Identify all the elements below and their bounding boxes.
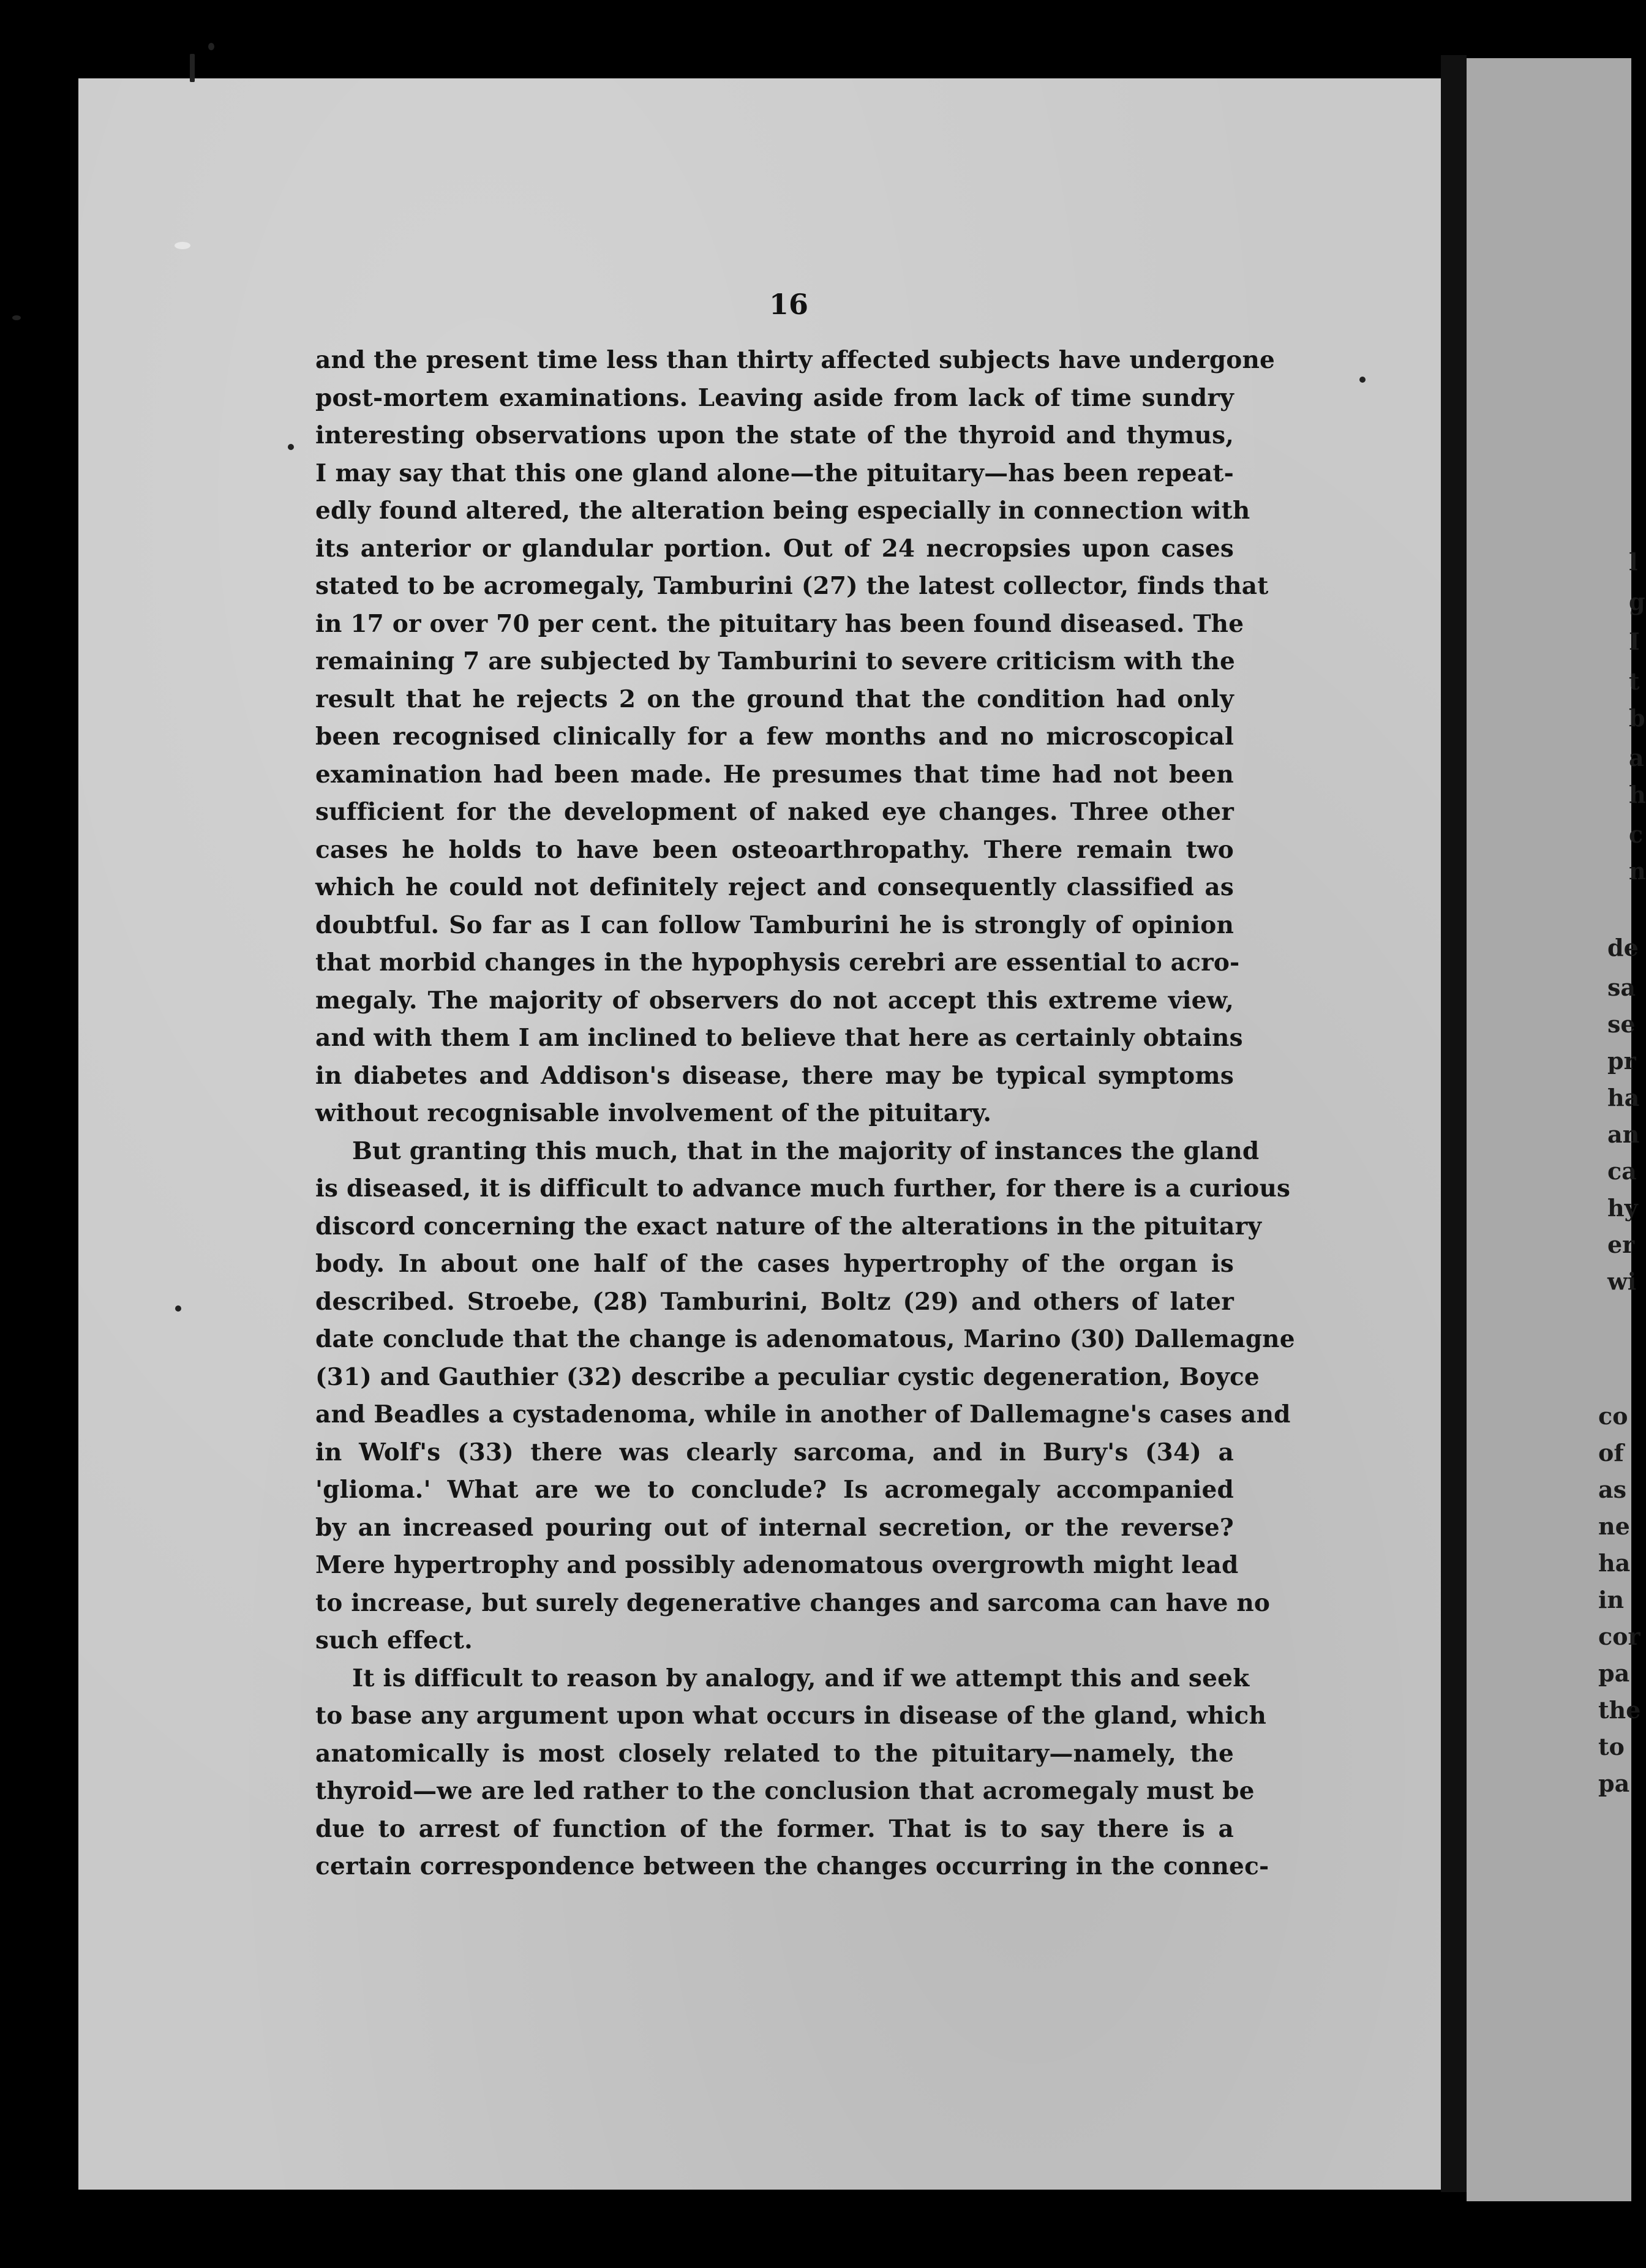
adjacent-page-fragment: a [1629,744,1644,772]
adjacent-page-fragment: pa [1598,1659,1630,1687]
text-line: to base any argument upon what occurs in disease of the gland, which [315,1702,1267,1730]
text-line: which he could not definitely reject and consequently classified as [315,873,1234,901]
text-line: in Wolf's (33) there was clearly sarcoma, and in Bury's (34) a [315,1438,1234,1466]
adjacent-page-fragment: c [1629,820,1644,848]
adjacent-page-fragment: I [1629,628,1640,655]
scan-artifact [12,315,21,320]
paragraph [315,1660,1269,1886]
adjacent-page-fragment: g [1629,588,1645,615]
text-line: without recognisable involvement of the pituitary. [315,1099,992,1127]
text-line: cases he holds to have been osteoarthropathy. There remain two [315,835,1234,864]
scan-artifact [190,54,195,82]
adjacent-page-fragment: to [1598,1733,1625,1760]
text-line: its anterior or glandular portion. Out of 24 necropsies upon cases [315,534,1234,563]
adjacent-page-fragment: cor [1598,1623,1640,1650]
text-line: sufficient for the development of naked eye changes. Three other [315,798,1234,826]
adjacent-page-fragment: ne [1598,1512,1630,1540]
adjacent-page-fragment: hy [1607,1194,1638,1222]
text-line: in diabetes and Addison's disease, there may be typical symptoms [315,1061,1234,1090]
text-line: thyroid—we are led rather to the conclusion that acromegaly must be [315,1777,1255,1805]
text-line: Mere hypertrophy and possibly adenomatous overgrowth might lead [315,1551,1239,1579]
text-line: stated to be acromegaly, Tamburini (27) the latest collector, finds that [315,572,1269,600]
adjacent-page-fragment: ha [1607,1084,1640,1111]
text-line: been recognised clinically for a few months and no microscopical [315,723,1234,751]
paragraph [315,342,1276,1133]
text-line: such effect. [315,1626,473,1654]
text-line: I may say that this one gland alone—the pituitary—has been repeat- [315,459,1234,487]
text-line: But granting this much, that in the majority of instances the gland [352,1136,1260,1165]
scan-artifact [208,43,214,50]
text-line: discord concerning the exact nature of the alterations in the pituitary [315,1212,1262,1241]
scan-artifact [175,242,190,249]
scan-artifact [175,1305,181,1312]
adjacent-page-fragment: t [1629,667,1640,695]
adjacent-page-fragment: b [1629,704,1645,732]
text-line: (31) and Gauthier (32) describe a peculiar cystic degeneration, Boyce [315,1362,1260,1391]
page-number: 16 [769,288,808,321]
paragraph [315,1133,1295,1660]
text-line: megaly. The majority of observers do not accept this extreme view, [315,986,1234,1015]
book-gutter [1441,55,1467,2192]
adjacent-page-fragment: pa [1598,1770,1630,1797]
text-line: body. In about one half of the cases hypertrophy of the organ is [315,1250,1234,1278]
adjacent-page-fragment: se [1607,1010,1636,1038]
text-line: certain correspondence between the changes occurring in the connec- [315,1852,1269,1880]
adjacent-page-fragment: er [1607,1231,1635,1258]
body-text [315,342,1295,1886]
adjacent-page-fragment: ca [1607,1157,1637,1185]
text-line: doubtful. So far as I can follow Tamburini he is strongly of opinion [315,911,1234,939]
text-line: in 17 or over 70 per cent. the pituitary has been found diseased. The [315,609,1244,638]
text-line: and with them I am inclined to believe that here as certainly obtains [315,1024,1243,1052]
adjacent-page-fragment: n [1629,857,1646,885]
text-line: examination had been made. He presumes that time had not been [315,760,1234,789]
adjacent-page-fragment: an [1607,1121,1640,1148]
text-line: result that he rejects 2 on the ground that the condition had only [315,685,1234,713]
adjacent-page-fragment: pr [1607,1047,1636,1075]
text-line: is diseased, it is difficult to advance much further, for there is a curious [315,1174,1291,1203]
text-line: that morbid changes in the hypophysis cerebri are essential to acro- [315,948,1240,977]
adjacent-page-fragment: sa [1607,974,1636,1001]
adjacent-page-fragment: as [1598,1476,1627,1503]
scan-artifact [288,444,294,450]
text-line: 'glioma.' What are we to conclude? Is acromegaly accompanied [315,1476,1234,1504]
adjacent-page-edge [1467,58,1631,2201]
adjacent-page-fragment: of [1598,1439,1624,1466]
text-line: post-mortem examinations. Leaving aside from lack of time sundry [315,383,1234,412]
text-line: anatomically is most closely related to the pituitary—namely, the [315,1739,1234,1768]
adjacent-page-fragment: in [1598,1586,1625,1613]
text-line: edly found altered, the alteration being especially in connection with [315,497,1250,525]
adjacent-page-fragment: de [1607,934,1639,961]
text-line: and the present time less than thirty affected subjects have undergone [315,346,1276,374]
adjacent-page-fragment: wi [1607,1267,1637,1295]
text-line: remaining 7 are subjected by Tamburini to severe criticism with the [315,647,1236,675]
adjacent-page-fragment: h [1629,781,1646,808]
adjacent-page-fragment: ha [1598,1549,1631,1577]
text-line: and Beadles a cystadenoma, while in another of Dallemagne's cases and [315,1400,1291,1429]
text-line: It is difficult to reason by analogy, and if we attempt this and seek [352,1664,1250,1692]
text-line: by an increased pouring out of internal secretion, or the reverse? [315,1513,1234,1542]
text-line: interesting observations upon the state of the thyroid and thymus, [315,421,1234,449]
adjacent-page-fragment: co [1598,1402,1628,1430]
text-line: due to arrest of function of the former. That is to say there is a [315,1814,1234,1843]
text-line: date conclude that the change is adenomatous, Marino (30) Dallemagne [315,1325,1295,1353]
scan-artifact [1359,377,1366,383]
text-line: described. Stroebe, (28) Tamburini, Boltz (29) and others of later [315,1287,1234,1316]
adjacent-page-fragment: l [1629,548,1638,576]
text-line: to increase, but surely degenerative changes and sarcoma can have no [315,1588,1271,1617]
adjacent-page-fragment: the [1598,1696,1641,1724]
